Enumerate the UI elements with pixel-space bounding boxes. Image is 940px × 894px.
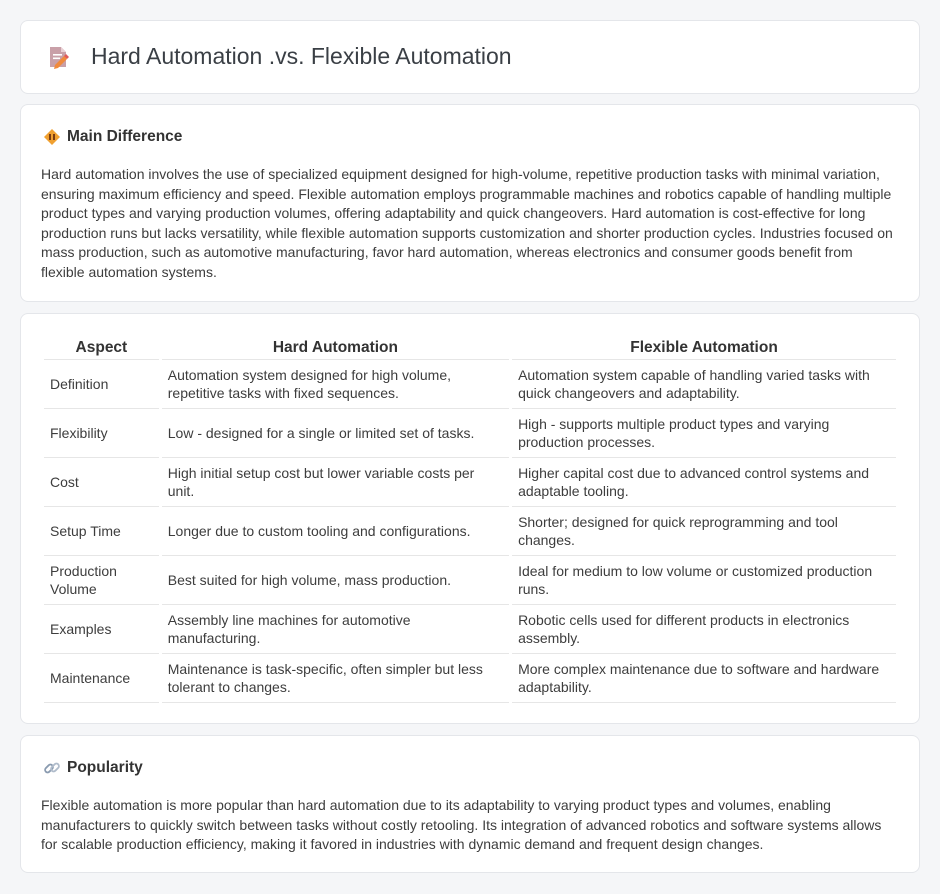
main-difference-heading	[43, 128, 182, 146]
cell-aspect: Maintenance	[44, 654, 159, 703]
cell-hard: Best suited for high volume, mass production.	[162, 556, 509, 605]
diamond-signal-icon	[43, 128, 61, 146]
cell-aspect: Setup Time	[44, 507, 159, 556]
cell-hard: High initial setup cost but lower variable costs per unit.	[162, 458, 509, 507]
popularity-card	[20, 735, 920, 873]
cell-flexible: Automation system capable of handling varied tasks with quick changeovers and adaptability.	[512, 360, 896, 409]
document-pencil-icon	[45, 44, 71, 70]
link-icon	[43, 759, 61, 777]
comparison-table	[41, 336, 899, 703]
popularity-title: Popularity	[67, 759, 143, 776]
table-row	[44, 556, 896, 605]
table-row	[44, 507, 896, 556]
cell-aspect: Production Volume	[44, 556, 159, 605]
cell-flexible: Higher capital cost due to advanced control systems and adaptable tooling.	[512, 458, 896, 507]
table-row	[44, 360, 896, 409]
table-row	[44, 458, 896, 507]
main-difference-text: Hard automation involves the use of specialized equipment designed for high-volume, repetitive production tasks with minimal variation, ensuring maximum efficiency and speed. Flexible automation employs programmable machines and robotics capable of handling multiple product types and varying production volumes, offering adaptability and quick changeovers. Hard automation is cost-effective for long production runs but lacks versatility, while flexible automation supports customization and shorter production cycles. Industries focused on mass production, such as automotive manufacturing, favor hard automation, whereas electronics and consumer goods benefit from flexible automation systems.	[41, 166, 893, 280]
cell-hard: Assembly line machines for automotive manufacturing.	[162, 605, 509, 654]
comparison-card	[20, 313, 920, 724]
header-hard-automation: Hard Automation	[162, 336, 509, 360]
cell-flexible: Ideal for medium to low volume or customized production runs.	[512, 556, 896, 605]
header-aspect: Aspect	[44, 336, 159, 360]
table-row	[44, 409, 896, 458]
header-flexible-automation: Flexible Automation	[512, 336, 896, 360]
cell-aspect: Examples	[44, 605, 159, 654]
table-row	[44, 654, 896, 703]
cell-aspect: Cost	[44, 458, 159, 507]
main-difference-title: Main Difference	[67, 128, 183, 145]
cell-aspect: Flexibility	[44, 409, 159, 458]
page-title: Hard Automation .vs. Flexible Automation	[91, 43, 512, 69]
cell-hard: Maintenance is task-specific, often simpler but less tolerant to changes.	[162, 654, 509, 703]
cell-hard: Low - designed for a single or limited set of tasks.	[162, 409, 509, 458]
table-row	[44, 605, 896, 654]
main-difference-card	[20, 104, 920, 302]
popularity-text: Flexible automation is more popular than hard automation due to its adaptability to varying product types and volumes, enabling manufacturers to quickly switch between tasks without costly retooling. Its integration of advanced robotics and software systems allows for scalable production efficiency, making it favored in industries with dynamic demand and frequent design changes.	[41, 797, 882, 852]
cell-hard: Longer due to custom tooling and configurations.	[162, 507, 509, 556]
table-header-row	[44, 336, 896, 360]
cell-flexible: Robotic cells used for different products in electronics assembly.	[512, 605, 896, 654]
cell-flexible: More complex maintenance due to software and hardware adaptability.	[512, 654, 896, 703]
cell-flexible: High - supports multiple product types and varying production processes.	[512, 409, 896, 458]
title-row	[45, 43, 512, 70]
cell-flexible: Shorter; designed for quick reprogramming and tool changes.	[512, 507, 896, 556]
popularity-heading	[43, 759, 143, 777]
header-card	[20, 20, 920, 94]
cell-aspect: Definition	[44, 360, 159, 409]
cell-hard: Automation system designed for high volume, repetitive tasks with fixed sequences.	[162, 360, 509, 409]
